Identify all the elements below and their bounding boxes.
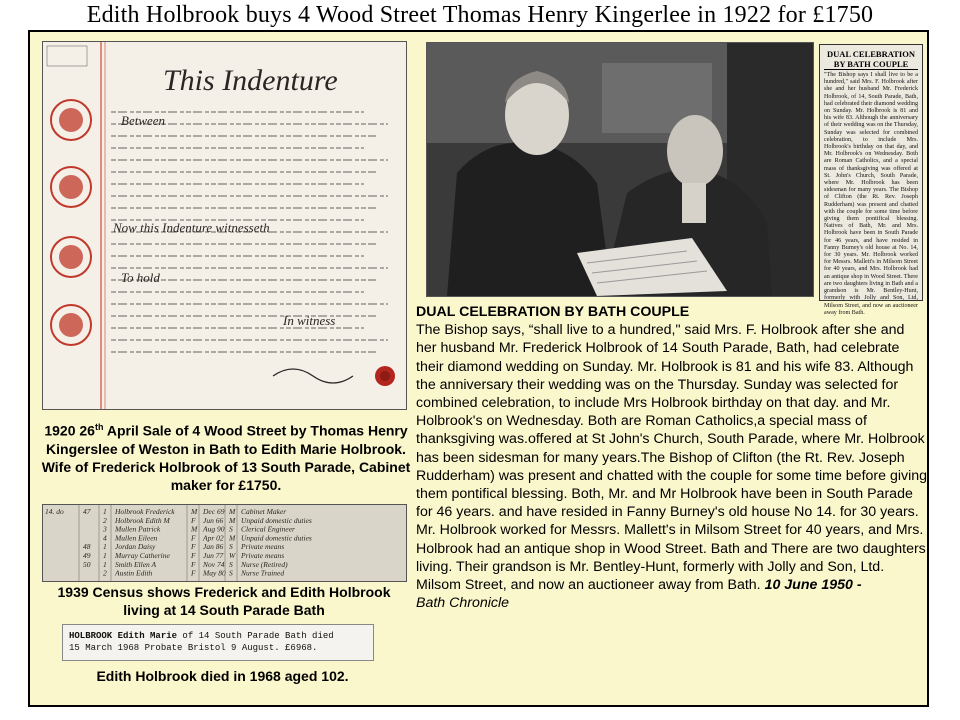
census-record-image bbox=[42, 504, 407, 582]
probate-name: HOLBROOK Edith Marie bbox=[69, 631, 178, 641]
census-cell: F bbox=[191, 542, 196, 552]
indenture-document-image bbox=[42, 41, 407, 410]
census-cell: 50 bbox=[83, 559, 91, 569]
census-cell: S bbox=[229, 542, 233, 552]
indenture-script-witnesseth: Now this Indenture witnesseth bbox=[113, 220, 270, 235]
revenue-stamp-center bbox=[59, 175, 83, 199]
caption-ordinal: th bbox=[94, 422, 104, 432]
indenture-document-drawing bbox=[43, 42, 406, 409]
census-cell: Cabinet Maker bbox=[241, 507, 287, 516]
revenue-stamp-center bbox=[59, 313, 83, 337]
newspaper-clipping bbox=[819, 44, 923, 316]
census-cell: 49 bbox=[83, 551, 91, 560]
census-cell: M bbox=[229, 507, 236, 516]
indenture-caption bbox=[36, 418, 416, 494]
census-cell: 2 bbox=[103, 568, 107, 578]
census-cell: Jordan Daisy bbox=[115, 542, 156, 552]
revenue-stamp-center bbox=[59, 245, 83, 269]
census-cell: May 80 bbox=[203, 568, 226, 578]
census-cell: Private means bbox=[241, 542, 285, 552]
census-cell: Austin Edith bbox=[115, 568, 153, 578]
indenture-script-in-witness: In witness bbox=[283, 313, 336, 328]
census-cell: M bbox=[229, 533, 236, 543]
census-cell: S bbox=[229, 568, 233, 578]
article-heading: DUAL CELEBRATION BY BATH COUPLE bbox=[416, 304, 690, 320]
census-cell: Holbrook Frederick bbox=[115, 507, 175, 516]
census-cell: Jan 86 bbox=[203, 542, 224, 552]
census-cell: Nurse Trained bbox=[241, 568, 285, 578]
census-cell: Jun 77 bbox=[203, 551, 224, 560]
man-face bbox=[667, 115, 723, 187]
census-cell: Murray Catherine bbox=[115, 551, 170, 560]
article-body: The Bishop says, “shall live to a hundred," said Mrs. F. Holbrook after she and her husband Mr. Frederick Holbrook of 14 South Parade, Bath, had celebrate their diamond wedding on Sunday. Mr. Holbrook is 81 and his wife 83. Although the anniversary their wedding was on the Thursday. Sunday was selected for combined celebration, to include Mrs Holbrook birthday on that day. and Mr. Holbrook's on Wednesday. Both are Roman Catholics,a special mass of thanksgiving was.offered at St John's Church, South Parade, where Mr. Holbrook has been sidesman for many years.The Bishop of Clifton (the Rt. Rev. Joseph Rudderham) was present and chatted with the couple for some time before giving them pontifical blessing. Both, Mr. and Mr Holbrook have been in South Parade for 46 years. and have resided in Fanny Burney's old house No 14. for 30 years. Mr. Holbrook worked for Messrs. Mallett's in Milsom Street for 40 years, and Mrs. Holbrook had an antique shop in Wood Street. Bath and There are two daughters living. Their grandson is Mr. Bentley-Hunt, formerly with Jolly and Son, Ltd. Milsom Street, and now an auctioneer away from Bath. bbox=[416, 322, 928, 594]
census-cell: Unpaid domestic duties bbox=[241, 533, 312, 543]
census-cell: Private means bbox=[241, 551, 285, 560]
census-cell: Dec 69 bbox=[203, 507, 225, 516]
census-cell: 48 bbox=[83, 542, 91, 552]
revenue-stamp-center bbox=[59, 108, 83, 132]
census-cell: Unpaid domestic duties bbox=[241, 515, 312, 525]
census-cell: Nov 74 bbox=[203, 559, 225, 569]
indenture-heading: This Indenture bbox=[163, 64, 338, 97]
article-source: Bath Chronicle bbox=[416, 595, 510, 612]
caption-rest: April Sale of 4 Wood Street by Thomas Henry Kingerslee of Weston in Bath to Edith Marie Holbrook. Wife of Frederick Holbrook of 13 South Parade, Cabinet maker for £1750. bbox=[41, 422, 411, 493]
census-cell: 3 bbox=[103, 524, 107, 534]
clipping-text: "The Bishop says I shall live to be a hundred," said Mrs. F. Holbrook after she and her husband Mr. Frederick Holbrook, of 14, South Parade, Bath, had celebrated their diamond wedding on Sunday. Mr. Holbrook is 81 and his wife 83. Although the anniversary of their wedding was on the Thursday, Sunday was selected for combined celebration, to include Mrs. Holbrook's birthday on that day, and Mr. Holbrook's on Wednesday. Both are Roman Catholics, and a special mass of thanksgiving was offered at St. John's Church, South Parade, where Mr. Holbrook has been sidesman for many years. The Bishop of Clifton (the Rt. Rev. Joseph Rudderham) was present and chatted with the couple for some time before giving them pontifical blessing. Natives of Bath, Mr. and Mrs. Holbrook have been in South Parade for 46 years, and have resided in Fanny Burney's old house at No. 14, for 30 years. Mr. Holbrook worked for Messrs. Mallett's in Milsom Street for 40 years, and Mrs. Holbrook had an antique shop in Wood Street. There are two daughters living in Bath and a grandson is Mr. Bentley-Hunt, formerly with Jolly and Son, Ltd, Milsom Street, and now an auctioneer away from Bath. bbox=[824, 72, 918, 316]
census-cell: 47 bbox=[83, 507, 91, 516]
census-cell: 1 bbox=[103, 551, 107, 560]
article-date: 10 June 1950 bbox=[764, 577, 853, 594]
census-caption: 1939 Census shows Frederick and Edith Holbrook living at 14 South Parade Bath bbox=[57, 584, 391, 618]
census-cell: Jun 66 bbox=[203, 515, 224, 525]
census-cell: S bbox=[229, 524, 233, 534]
census-cell: W bbox=[229, 551, 236, 560]
article-dash: - bbox=[852, 577, 862, 594]
indenture-script-between: Between bbox=[121, 113, 166, 128]
census-cell: F bbox=[191, 515, 196, 525]
death-caption: Edith Holbrook died in 1968 aged 102. bbox=[96, 668, 349, 684]
census-cell: 2 bbox=[103, 515, 107, 525]
probate-record-image bbox=[62, 624, 374, 661]
census-cell: Holbrook Edith M bbox=[115, 515, 170, 525]
census-cell: Clerical Engineer bbox=[241, 524, 295, 534]
census-cell: 14. do bbox=[45, 507, 64, 516]
census-cell: Smith Ellen A bbox=[115, 559, 157, 569]
clipping-heading: DUAL CELEBRATION BY BATH COUPLE bbox=[824, 49, 918, 70]
census-cell: Nurse (Retired) bbox=[241, 559, 288, 569]
census-cell: Aug 90 bbox=[203, 524, 225, 534]
indenture-script-to-hold: To hold bbox=[121, 270, 160, 285]
census-cell: F bbox=[191, 533, 196, 543]
census-cell: S bbox=[229, 559, 233, 569]
census-cell: M bbox=[191, 524, 198, 534]
census-cell: 4 bbox=[103, 533, 107, 543]
census-cell: Mullen Patrick bbox=[115, 524, 161, 534]
census-cell: Apr 02 bbox=[203, 533, 224, 543]
census-cell: 1 bbox=[103, 507, 107, 516]
article-transcript bbox=[416, 303, 928, 612]
probate-line2: 15 March 1968 Probate Bristol 9 August. £6968. bbox=[69, 643, 318, 653]
census-cell: 1 bbox=[103, 542, 107, 552]
probate-line1: of 14 South Parade Bath died bbox=[177, 631, 334, 641]
couple-photograph bbox=[426, 42, 814, 297]
census-cell: F bbox=[191, 559, 196, 569]
census-cell: Mullen Eileen bbox=[115, 533, 158, 543]
census-cell: 1 bbox=[103, 559, 107, 569]
census-cell: M bbox=[229, 515, 236, 525]
census-cell: F bbox=[191, 551, 196, 560]
page-title: Edith Holbrook buys 4 Wood Street Thomas Henry Kingerlee in 1922 for £1750 bbox=[86, 2, 874, 28]
census-cell: F bbox=[191, 568, 196, 578]
caption-year-day: 1920 26 bbox=[44, 422, 95, 439]
census-cell: M bbox=[191, 507, 198, 516]
